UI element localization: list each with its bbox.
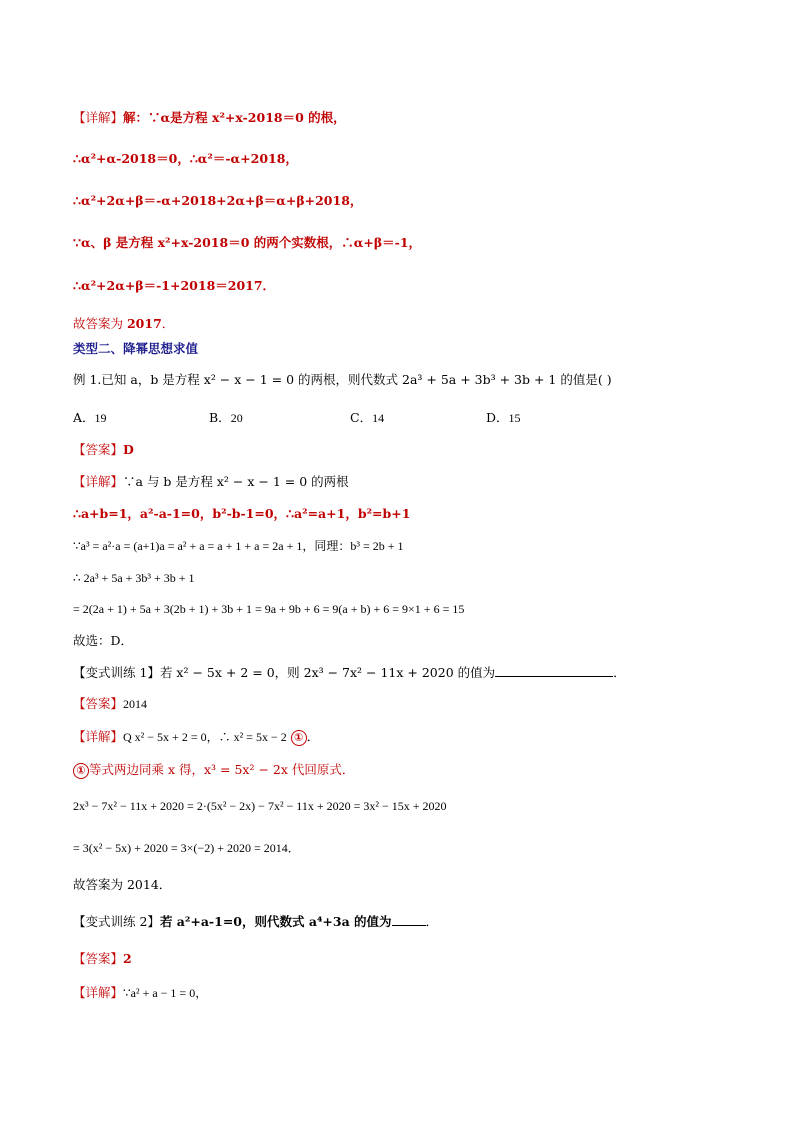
variant1-question-line — [73, 664, 626, 682]
variant1-detail-text: Q x² − 5x + 2 = 0，∴ x² = 5x − 2 — [123, 730, 287, 744]
choice-d-label: D． — [486, 410, 509, 425]
variant2-answer — [73, 950, 132, 968]
solution1-line1-text: 解：∵α是方程 x²+x-2018＝0 的根， — [123, 110, 346, 125]
choice-a-value: 19 — [94, 411, 107, 425]
choice-c-value: 14 — [372, 411, 385, 425]
answer-blank[interactable] — [495, 676, 613, 677]
section-title: 类型二、降幂思想求值 — [73, 341, 199, 356]
variant1-tag: 【变式训练 1】 — [73, 665, 160, 680]
final-value: 2017 — [126, 316, 162, 331]
choice-d-value: 15 — [508, 411, 521, 425]
final-prefix: 故答案为 — [73, 316, 127, 331]
variant2-detail — [73, 984, 207, 1002]
example1-detail-text: ∵a 与 b 是方程 x² − x − 1 = 0 的两根 — [123, 474, 349, 489]
example1-step1: ∴a+b=1，a²-a-1=0，b²-b-1=0，∴a²=a+1，b²=b+1 — [73, 506, 411, 521]
answer-blank[interactable] — [392, 925, 426, 926]
choice-a — [73, 409, 107, 427]
choice-b-value: 20 — [230, 411, 243, 425]
circled-one-mark: ① — [291, 730, 307, 746]
answer-value: 2 — [123, 951, 132, 966]
solution1-line5: ∴α²+2α+β＝-1+2018＝2017． — [73, 278, 276, 293]
variant1-question: 若 x² − 5x + 2 = 0，则 2x³ − 7x² − 11x + 2020 的值为 — [159, 665, 496, 680]
example1-answer — [73, 441, 134, 459]
example1-question: 例 1.已知 a，b 是方程 x² − x − 1 = 0 的两根，则代数式 2a³ + 5a + 3b³ + 3b + 1 的值是( ) — [73, 372, 612, 387]
detail-tag: 【详解】 — [73, 474, 124, 489]
variant1-step3: = 3(x² − 5x) + 2020 = 3×(−2) + 2020 = 2014． — [73, 841, 300, 855]
choice-d — [486, 409, 521, 427]
choice-c — [350, 409, 384, 427]
detail-tag: 【详解】 — [73, 110, 124, 125]
choice-a-label: A． — [73, 410, 95, 425]
solution1-final — [73, 315, 174, 333]
variant1-final: 故答案为 2014． — [73, 877, 172, 892]
variant1-answer — [73, 695, 147, 713]
answer-tag: 【答案】 — [73, 951, 124, 966]
solution1-line4: ∵α、β 是方程 x²+x-2018＝0 的两个实数根，∴α+β＝-1， — [73, 235, 422, 250]
solution1-line1 — [73, 109, 346, 127]
variant2-question-line — [73, 913, 438, 931]
answer-tag: 【答案】 — [73, 696, 124, 711]
variant2-question-end: ． — [425, 914, 439, 929]
detail-tag: 【详解】 — [73, 729, 124, 744]
variant1-step1-line — [73, 761, 354, 779]
variant1-detail-end: ． — [306, 729, 320, 744]
circled-one-mark: ① — [73, 763, 89, 779]
example1-step4: = 2(2a + 1) + 5a + 3(2b + 1) + 3b + 1 = 9a + 9b + 6 = 9(a + b) + 6 = 9×1 + 6 = 15 — [73, 602, 465, 616]
choice-b — [209, 409, 243, 427]
example1-step2: ∵a³ = a²·a = (a+1)a = a² + a = a + 1 + a = 2a + 1，同理：b³ = 2b + 1 — [73, 539, 404, 553]
solution1-line3: ∴α²+2α+β＝-α+2018+2α+β＝α+β+2018， — [73, 193, 363, 208]
solution1-line2: ∴α²+α-2018＝0，∴α²＝-α+2018， — [73, 151, 298, 166]
answer-tag: 【答案】 — [73, 442, 124, 457]
variant1-step1: 等式两边同乘 x 得，x³ = 5x² − 2x 代回原式． — [89, 762, 355, 777]
example1-detail — [73, 473, 349, 491]
variant2-question: 若 a²+a-1=0，则代数式 a⁴+3a 的值为 — [159, 914, 392, 929]
answer-value: 2014 — [123, 697, 148, 711]
example1-result: 故选：D． — [73, 633, 134, 648]
variant2-tag: 【变式训练 2】 — [73, 914, 160, 929]
detail-tag: 【详解】 — [73, 985, 124, 1000]
choice-c-label: C． — [350, 410, 373, 425]
variant1-question-end: ． — [613, 665, 626, 680]
answer-value: D — [123, 442, 134, 457]
choice-b-label: B． — [209, 410, 231, 425]
example1-step3: ∴ 2a³ + 5a + 3b³ + 3b + 1 — [73, 571, 195, 585]
final-suffix: ． — [161, 316, 175, 331]
variant1-step2: 2x³ − 7x² − 11x + 2020 = 2·(5x² − 2x) − 7x² − 11x + 2020 = 3x² − 15x + 2020 — [73, 799, 447, 813]
variant1-detail — [73, 728, 319, 746]
variant2-detail-text: ∵a² + a − 1 = 0， — [123, 986, 208, 1000]
